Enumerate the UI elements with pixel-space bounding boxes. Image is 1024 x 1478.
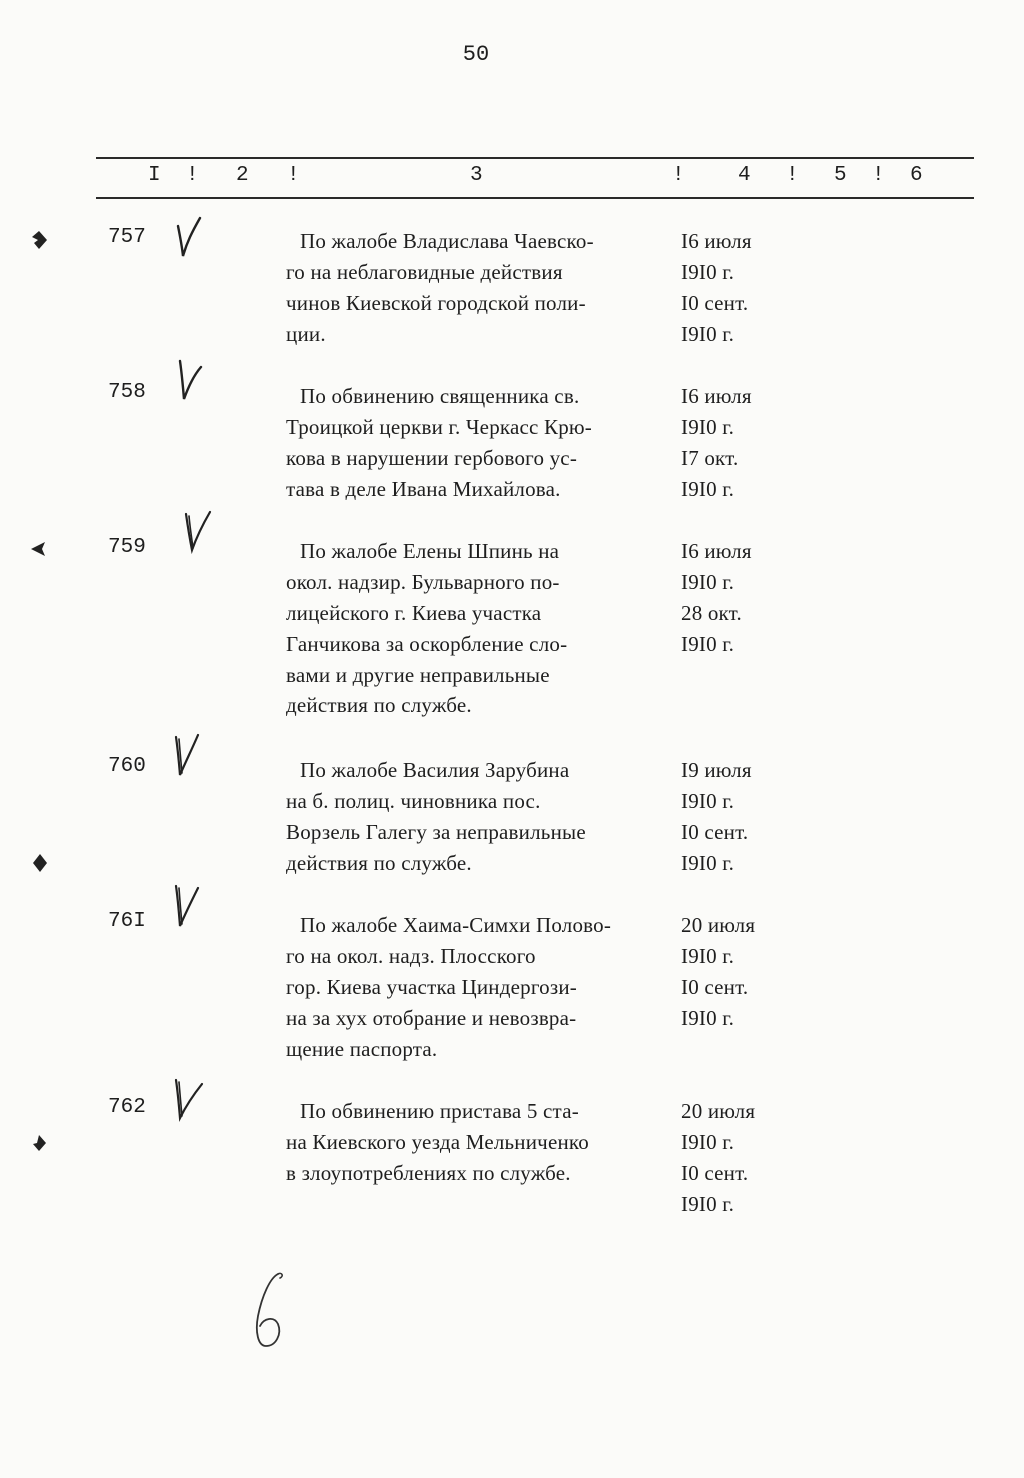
date-end-day: 28 окт. — [681, 600, 742, 625]
column-separator: ! — [672, 164, 685, 187]
description-line: в злоупотреблениях по службе. — [286, 1160, 571, 1185]
column-header-1: I — [148, 164, 161, 187]
date-start-year: I9I0 г. — [681, 943, 735, 968]
description-line: Ганчикова за оскорбление сло- — [286, 631, 568, 656]
date-start-day: 20 июля — [681, 1099, 756, 1123]
date-start-year: I9I0 г. — [681, 259, 735, 284]
date-end-year: I9I0 г. — [681, 850, 735, 875]
check-mark-icon — [178, 506, 218, 556]
description-line: гор. Киева участка Циндергози- — [286, 974, 577, 999]
date-end-day: I7 окт. — [681, 445, 739, 470]
date-start-day: I6 июля — [681, 229, 752, 253]
date-end-year: I9I0 г. — [681, 631, 735, 656]
description-line: По жалобе Хаима-Симхи Полово- — [300, 913, 612, 937]
punch-hole-icon — [28, 229, 50, 251]
description-line: чинов Киевской городской поли- — [286, 290, 586, 315]
description-line: лицейского г. Киева участка — [286, 600, 542, 625]
date-start-year: I9I0 г. — [681, 414, 735, 439]
description-line: тава в деле Ивана Михайлова. — [286, 476, 561, 501]
entry-description — [286, 381, 592, 505]
table-rule-bottom — [96, 197, 974, 199]
table-rule-top — [96, 157, 974, 159]
description-line: По обвинению священника св. — [300, 384, 580, 408]
description-line: на б. полиц. чиновника пос. — [286, 788, 541, 813]
date-end-day: I0 сент. — [681, 290, 749, 315]
date-start-day: I9 июля — [681, 758, 752, 782]
entry-dates — [681, 381, 752, 505]
entry-dates — [681, 910, 755, 1034]
entry-description — [286, 226, 594, 350]
entry-number: 762 — [108, 1096, 146, 1119]
entry-description — [286, 536, 567, 721]
description-line: кова в нарушении гербового ус- — [286, 445, 578, 470]
description-line: на за хух отобрание и невозвра- — [286, 1005, 577, 1030]
description-line: го на окол. надз. Плосского — [286, 943, 536, 968]
date-end-year: I9I0 г. — [681, 1191, 735, 1216]
check-mark-icon — [170, 731, 210, 781]
column-separator: ! — [872, 164, 885, 187]
date-end-day: I0 сент. — [681, 819, 749, 844]
entry-number: 758 — [108, 381, 146, 404]
date-start-year: I9I0 г. — [681, 788, 735, 813]
description-line: По жалобе Владислава Чаевско- — [300, 229, 594, 253]
date-start-day: I6 июля — [681, 384, 752, 408]
entry-number: 760 — [108, 755, 146, 778]
date-end-day: I0 сент. — [681, 1160, 749, 1185]
date-start-day: I6 июля — [681, 539, 752, 563]
handwritten-folio-mark-icon — [248, 1268, 298, 1352]
description-line: По обвинению пристава 5 ста- — [300, 1099, 579, 1123]
description-line: Троицкой церкви г. Черкасс Крю- — [286, 414, 592, 439]
date-start-day: 20 июля — [681, 913, 756, 937]
check-mark-icon — [170, 212, 210, 262]
description-line: Ворзель Галегу за неправильные — [286, 819, 586, 844]
entry-number: 76I — [108, 910, 146, 933]
date-start-year: I9I0 г. — [681, 1129, 735, 1154]
entry-description — [286, 755, 586, 879]
entry-dates — [681, 226, 752, 350]
column-header-2: 2 — [236, 164, 249, 187]
entry-number: 759 — [108, 536, 146, 559]
date-start-year: I9I0 г. — [681, 569, 735, 594]
description-line: на Киевского уезда Мельниченко — [286, 1129, 589, 1154]
description-line: действия по службе. — [286, 693, 472, 718]
punch-hole-icon — [28, 852, 50, 874]
punch-hole-icon — [28, 1132, 50, 1154]
date-end-year: I9I0 г. — [681, 1005, 735, 1030]
check-mark-icon — [170, 355, 210, 405]
date-end-day: I0 сент. — [681, 974, 749, 999]
column-separator: ! — [287, 164, 300, 187]
date-end-year: I9I0 г. — [681, 476, 735, 501]
description-line: действия по службе. — [286, 850, 472, 875]
description-line: го на неблаговидные действия — [286, 259, 563, 284]
description-line: По жалобе Елены Шпинь на — [300, 539, 560, 563]
description-line: щение паспорта. — [286, 1036, 438, 1061]
column-header-4: 4 — [738, 164, 751, 187]
entry-dates — [681, 536, 752, 660]
column-header-6: 6 — [910, 164, 923, 187]
date-end-year: I9I0 г. — [681, 321, 735, 346]
column-header-3: 3 — [470, 164, 483, 187]
description-line: вами и другие неправильные — [286, 662, 550, 687]
entry-description — [286, 910, 611, 1064]
description-line: ции. — [286, 321, 326, 346]
page-number: 50 — [462, 42, 490, 67]
entry-dates — [681, 1096, 755, 1220]
description-line: окол. надзир. Бульварного по- — [286, 569, 560, 594]
check-mark-icon — [170, 1074, 210, 1124]
entry-number: 757 — [108, 226, 146, 249]
entry-description — [286, 1096, 589, 1189]
column-separator: ! — [186, 164, 199, 187]
check-mark-icon — [170, 882, 210, 932]
entry-dates — [681, 755, 752, 879]
punch-hole-icon — [28, 538, 50, 560]
column-header-5: 5 — [834, 164, 847, 187]
column-separator: ! — [786, 164, 799, 187]
description-line: По жалобе Василия Зарубина — [300, 758, 570, 782]
